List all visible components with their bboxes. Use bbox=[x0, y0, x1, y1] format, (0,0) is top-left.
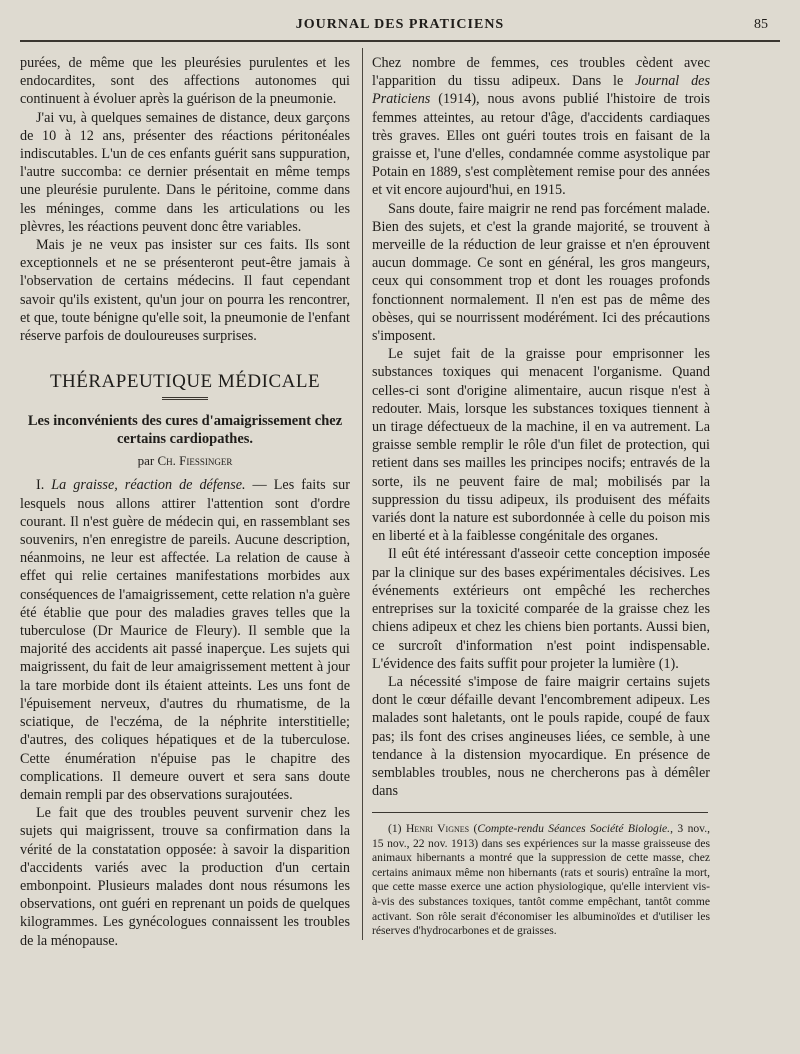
footnote-source: Compte-rendu Séances Société Biologie. bbox=[477, 822, 671, 835]
running-title: JOURNAL DES PRATICIENS bbox=[295, 17, 505, 32]
footnote bbox=[372, 822, 710, 939]
article-author bbox=[20, 452, 350, 470]
author-name: Ch. Fiessinger bbox=[157, 453, 233, 469]
paragraph-text: — Les faits sur lesquels nous allons attirer l'attention sont d'ordre courant. Il n'est guère de médecin qui, en rassemblant ses souvenirs, n'en enregistre de pareils. Aucune description, néanmoins, ne leur est affectée. La relation de cause à effet qui relie certaines manifestations morbides aux conséquences de l'amaigrissement, cette relation n'a guère été établie que pour des maladies graves telles que la tuberculose (Dr Maurice de Fleury). Il semble que la majorité des accidents ait passé inaperçue. Les sujets qui maigrissent, du fait de leur amaigrissement mettent à jour la tare morbide dont ils étaient atteints. Les uns font de l'épuisement nerveux, d'autres du rhumatisme, de la sciatique, de l'eczéma, de la néphrite interstitielle; d'autres, des coliques hépatiques et de la tuberculose. Cette énumération n'épuise pas le chapitre des complications. Il demeure ouvert et sera sans doute demain rempli par des observations surajoutées. bbox=[20, 477, 350, 803]
paragraph: Sans doute, faire maigrir ne rend pas forcément malade. Bien des sujets, et c'est la grande majorité, se trouvent à merveille de la réduction de leur graisse et n'en éprouvent aucun dommage. Ce sont en général, les gros mangeurs, ceux qui consomment trop et dont les rouages profonds fonctionnent normalement. Il n'en est pas de même des obèses, qui se nourrissent modérément. Ici des précautions s'imposent. bbox=[372, 200, 710, 345]
section-number: I. bbox=[36, 477, 45, 494]
paragraph: Il eût été intéressant d'asseoir cette conception imposée par la clinique sur des bases expérimentales décisives. Les événements extérieurs ont empêché les recherches entreprises sur la toxicité comparée de la graisse chez les chiens adipeux et chez les chiens bien portants. Aussi bien, ce surcroît d'information n'est point indispensable. L'évidence des faits suffit pour projeter la lumière (1). bbox=[372, 546, 710, 672]
footnote-number: (1) bbox=[388, 822, 402, 835]
journal-name: Journal des Praticiens bbox=[372, 73, 710, 108]
header-rule bbox=[20, 40, 780, 42]
paragraph-text: Chez nombre de femmes, ces troubles cèdent avec l'apparition du tissu adipeux. Dans le bbox=[372, 55, 710, 90]
paragraph: Le sujet fait de la graisse pour emprisonner les substances toxiques qui menacent l'organisme. Quand celles-ci sont d'origine alimentaire, aucun risque n'est à redouter. Mais, lorsque les substances toxiques tiennent à un tirage défectueux de la machine, il en va autrement. La graisse semble remplir le rôle d'un filet de protection, qui retient dans ses mailles les principes nocifs; entravés de la sorte, ils ne peuvent faire de mal; mobilisés par la suppression du tissu adipeux, ils produisent des méfaits variés dont la nature est subordonnée à celle du poison mis en liberté et à la faiblesse congénitale des organes. bbox=[372, 346, 710, 545]
author-prefix: par bbox=[137, 453, 155, 469]
footnote-text: (1) Henri Vignes (Compte-rendu Séances Société Biologie., 3 nov., 15 nov., 22 nov. 1913) dans ses expériences sur la masse graisseuse des animaux hibernants a montré que la suppression de cette masse, chez certains animaux même non hibernants (rats et souris) entraîne la mort, que cette masse exerce une action physiologique, qu'elle intervient vis-à-vis des substances toxiques, tantôt comme empêchant, tantôt comme activant. Son rôle serait d'économiser les albuminoïdes et d'utiliser les réserves d'hydrocarbones et de graisses. bbox=[372, 822, 711, 938]
section-heading: THÉRAPEUTIQUE MÉDICALE bbox=[49, 371, 321, 393]
right-column bbox=[372, 54, 710, 800]
section-rule bbox=[162, 397, 208, 400]
paragraph: La nécessité s'impose de faire maigrir certains sujets dont le cœur défaille devant l'encombrement adipeux. Les malades sont haletants, ont le pouls rapide, coupé de faux pas; ils font des crises angineuses liées, ce semble, à une tendance à la distension myocardique. En présence de semblables troubles, nous ne chercherons pas à démêler dans bbox=[372, 673, 710, 800]
paragraph: purées, de même que les pleurésies purulentes et les endocardites, sont des affections autonomes qui continuent à évoluer après la guérison de la pneumonie. bbox=[20, 55, 350, 108]
paragraph: Le fait que des troubles peuvent survenir chez les sujets qui maigrissent, trouve sa confirmation dans la vérité de la constatation opposée: à savoir la disparition d'accidents variés avec la production d'un certain embonpoint. Plusieurs malades dont nous résumons les observations, ont guéri en reprenant un poids de quelques kilogrammes. Les gynécologues connaissent les troubles de la ménopause. bbox=[20, 805, 350, 949]
left-column bbox=[20, 54, 350, 950]
footnote-author: Henri Vignes bbox=[405, 822, 470, 835]
footnote-body: , 3 nov., 15 nov., 22 nov. 1913) dans ses expériences sur la masse graisseuse des animaux hibernants a montré que la suppression de cette masse, chez certains animaux même non hibernants (rats et souris) entraîne la mort, que cette masse exerce une action physiologique, qu'elle intervient vis-à-vis des substances toxiques, tantôt comme empêchant, tantôt comme activant. Son rôle serait d'économiser les albuminoïdes et d'utiliser les réserves d'hydrocarbones et de graisses. bbox=[372, 822, 711, 938]
page-header bbox=[20, 12, 780, 36]
paragraph bbox=[20, 476, 350, 804]
page-number: 85 bbox=[754, 17, 768, 32]
paragraph: J'ai vu, à quelques semaines de distance, deux garçons de 10 à 12 ans, présenter des réactions péritonéales indiscutables. L'un de ces enfants guérit sans suppuration, l'autre succomba: ce dernier présentait en même temps une pleurésie purulente. Dans le péritoine, comme dans les méninges, comme dans les articulations ou les plèvres, les réactions peuvent donc être variables. bbox=[20, 109, 350, 235]
column-divider bbox=[362, 48, 363, 940]
paragraph-text: (1914), nous avons publié l'histoire de trois femmes atteintes, au retour d'âge, d'accidents cardiaques très graves. Elles ont guéri toutes trois en faisant de la graisse et, l'une d'elles, condamnée comme asystolique par Potain en 1889, s'est complètement remise pour des années et vit encore aujourd'hui, en 1915. bbox=[372, 91, 710, 199]
paragraph bbox=[372, 54, 710, 200]
paragraph: Mais je ne veux pas insister sur ces faits. Ils sont exceptionnels et ne se présenteront peut-être jamais à l'observation de certains médecins. Il faut cependant savoir qu'ils existent, qu'un jour on pourra les rencontrer, et que, toute bénigne qu'elle soit, la pneumonie de l'enfant réserve parfois de douloureuses surprises. bbox=[20, 237, 350, 345]
footnote-rule bbox=[372, 812, 708, 813]
article-title: Les inconvénients des cures d'amaigrissement chez certains cardiopathes. bbox=[27, 413, 343, 448]
subsection-title: La graisse, réaction de défense. bbox=[51, 477, 246, 494]
